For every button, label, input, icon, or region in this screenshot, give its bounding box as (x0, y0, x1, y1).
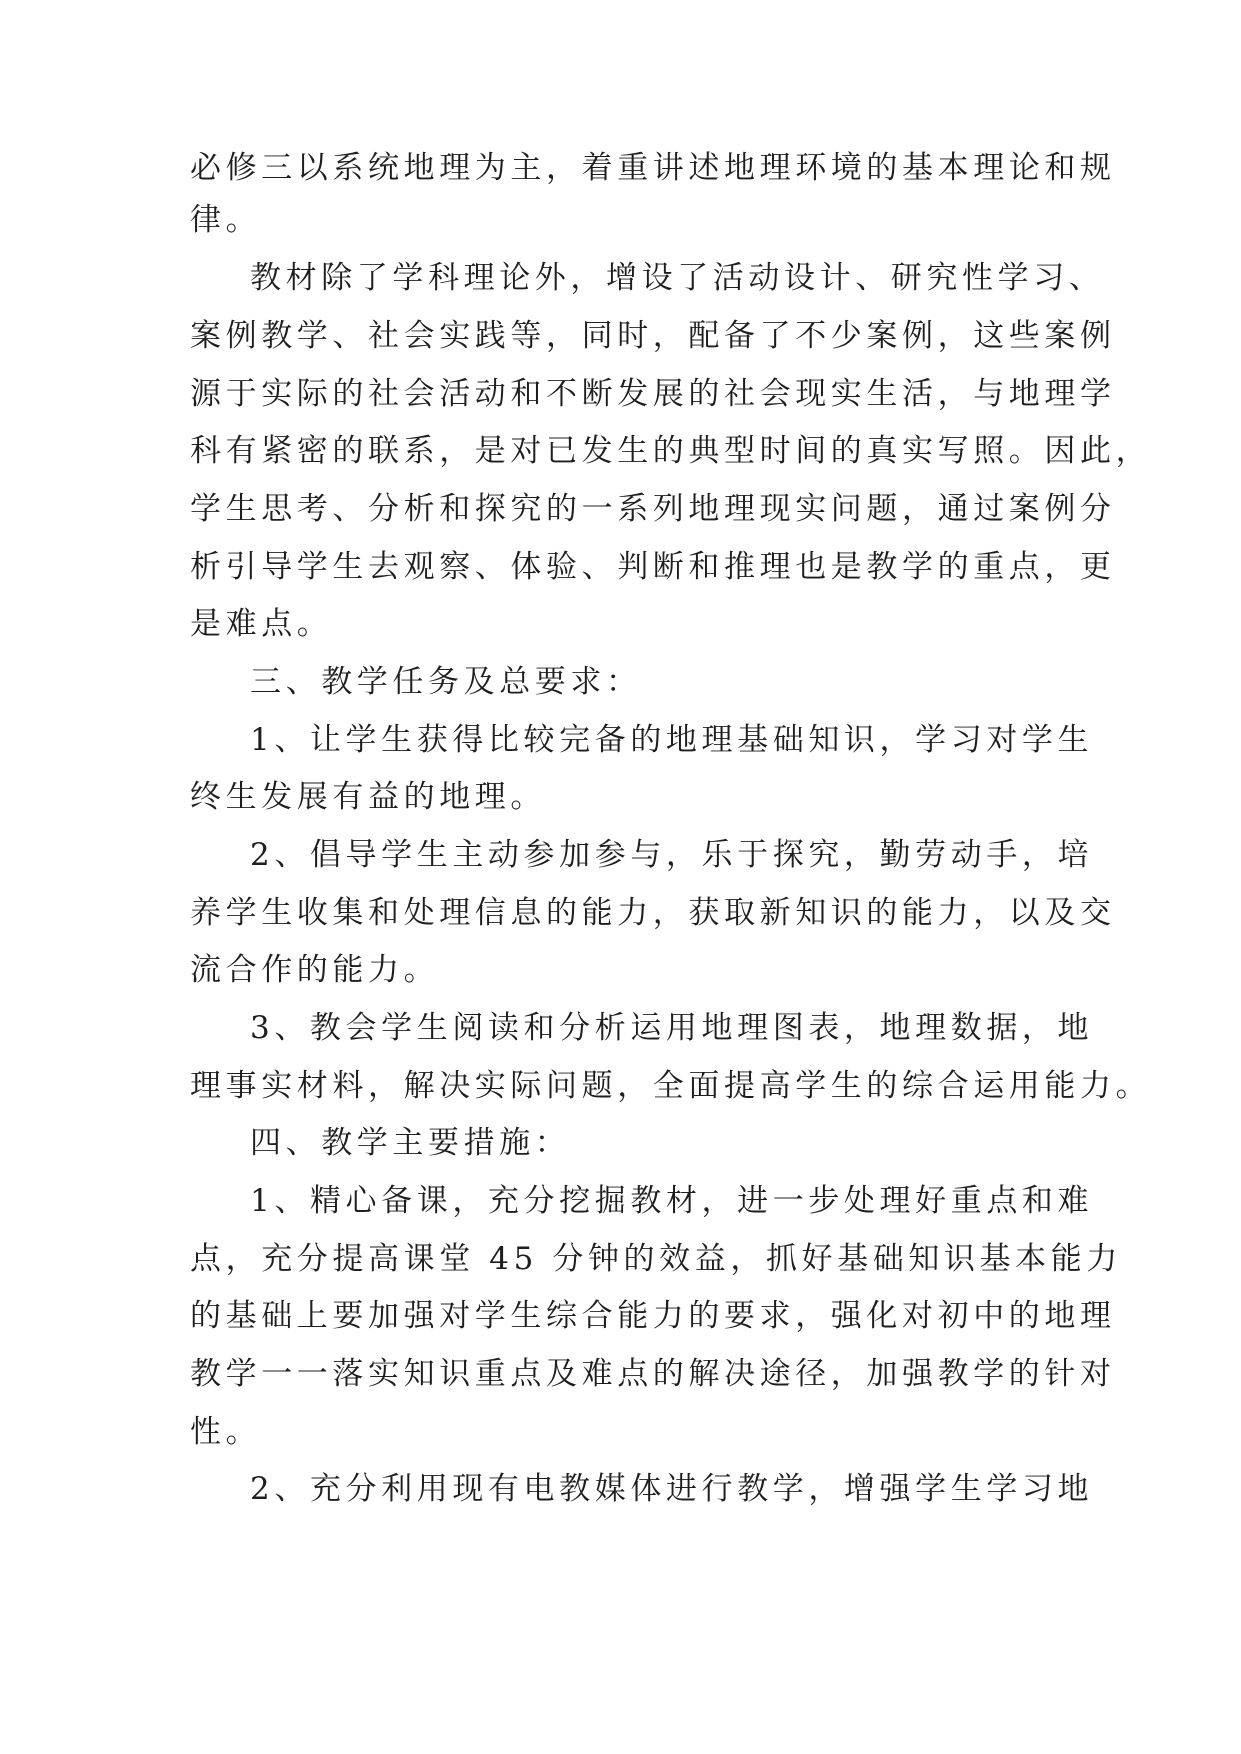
text-line: 理事实材料，解决实际问题，全面提高学生的综合运用能力。 (190, 1068, 1152, 1104)
section-heading: 三、教学任务及总要求： (250, 664, 642, 700)
list-item-first-line: 1、精心备课，充分挖掘教材，进一步处理好重点和难 (250, 1183, 1094, 1219)
text-line: 析引导学生去观察、体验、判断和推理也是教学的重点，更 (190, 549, 1116, 585)
text-line: 养学生收集和处理信息的能力，获取新知识的能力，以及交 (190, 895, 1116, 931)
list-item-first-line: 2、充分利用现有电教媒体进行教学，增强学生学习地 (250, 1471, 1094, 1507)
section-heading: 四、教学主要措施： (250, 1125, 571, 1161)
text-line: 案例教学、社会实践等，同时，配备了不少案例，这些案例 (190, 318, 1116, 354)
list-item-first-line: 1、让学生获得比较完备的地理基础知识，学习对学生 (250, 722, 1094, 758)
text-line: 的基础上要加强对学生综合能力的要求，强化对初中的地理 (190, 1298, 1116, 1334)
text-line: 教学一一落实知识重点及难点的解决途径，加强教学的针对 (190, 1356, 1116, 1392)
text-line: 点，充分提高课堂 45 分钟的效益，抓好基础知识基本能力 (190, 1241, 1122, 1277)
list-item-first-line: 2、倡导学生主动参加参与，乐于探究，勤劳动手，培 (250, 837, 1094, 873)
text-line: 终生发展有益的地理。 (190, 779, 546, 815)
text-line: 性。 (190, 1414, 262, 1450)
text-line: 必修三以系统地理为主，着重讲述地理环境的基本理论和规 (190, 150, 1116, 186)
text-line: 是难点。 (190, 606, 333, 642)
text-line: 源于实际的社会活动和不断发展的社会现实生活，与地理学 (190, 376, 1116, 412)
list-item-first-line: 3、教会学生阅读和分析运用地理图表，地理数据，地 (250, 1010, 1094, 1046)
paragraph-first-line: 教材除了学科理论外，增设了活动设计、研究性学习、 (250, 260, 1105, 296)
text-line: 学生思考、分析和探究的一系列地理现实问题，通过案例分 (190, 491, 1116, 527)
text-line: 律。 (190, 202, 262, 238)
text-line: 科有紧密的联系，是对已发生的典型时间的真实写照。因此， (190, 433, 1152, 469)
text-line: 流合作的能力。 (190, 952, 440, 988)
